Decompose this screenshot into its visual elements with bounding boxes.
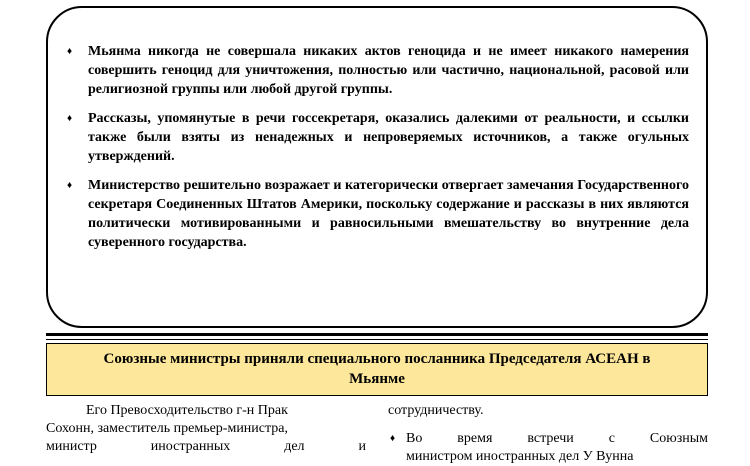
right-bullet-item [388,430,708,466]
statement-box [46,6,708,328]
statement-bullet-text: Рассказы, упомянутые в речи госсекретаря, оказались далекими от реальности, и ссылки также были взяты из ненадежных и непроверяемых источников, а также огульных утверждений. [88,111,689,164]
diamond-bullet-icon: ♦ [67,46,73,57]
statement-bullet-text: Мьянма никогда не совершала никаких актов геноцида и не имеет никакого намерения совершить геноцид для уничтожения, полностью или частично, национальной, расовой или религиозной группы или любой другой группы. [88,44,689,97]
right-paragraph-line-1: сотрудничеству. [388,403,484,418]
section-divider-thin [46,339,708,340]
right-bullet-line-2: министром иностранных дел У Вунна [406,449,634,464]
headline-line-2: Мьянме [349,371,405,387]
statement-bullet-3 [67,176,689,252]
section-divider-thick [46,333,708,336]
statement-bullet-1 [67,42,689,99]
statement-bullet-text: Министерство решительно возражает и категорически отвергает замечания Государственного секретаря Соединенных Штатов Америки, поскольку содержание и рассказы в них являются политически мотивированными и равносильными вмешательству во внутренние дела суверенного государства. [88,178,689,250]
diamond-bullet-icon: ♦ [67,180,73,191]
left-paragraph-line-1: Его Превосходительство г-н Прак [86,403,288,418]
article-headline [46,343,708,396]
article-right-column [388,402,708,466]
statement-bullet-2 [67,109,689,166]
diamond-bullet-icon: ♦ [390,433,396,444]
right-bullet-line-1: Во время встречи с Союзным [406,431,708,446]
headline-line-1: Союзные министры приняли специального посланника Председателя АСЕАН в [103,351,651,367]
left-paragraph-line-3: министр иностранных дел и [46,439,366,454]
statement-bullet-list [67,42,689,262]
article-left-column [46,402,366,456]
diamond-bullet-icon: ♦ [67,113,73,124]
left-paragraph-line-2: Сохонн, заместитель премьер-министра, [46,421,289,436]
